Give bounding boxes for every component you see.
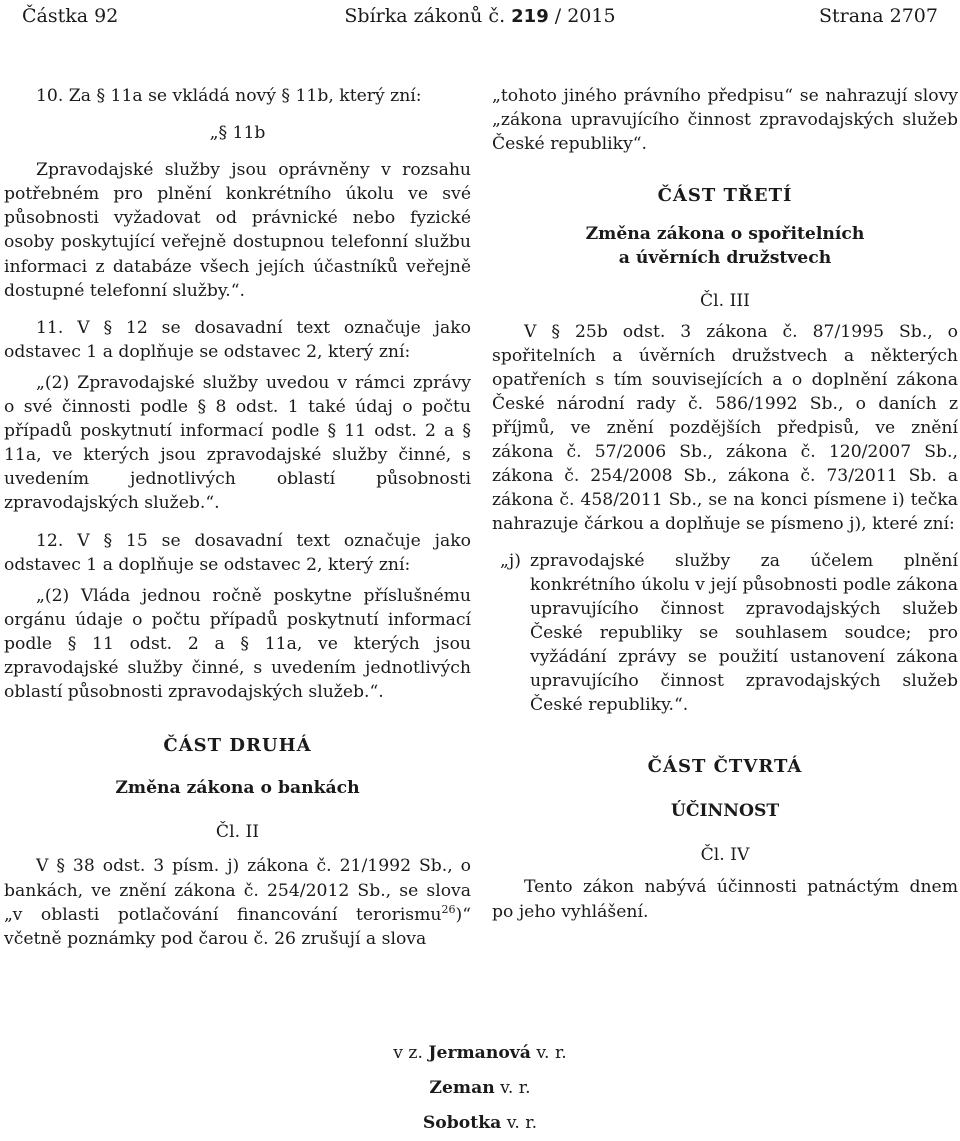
issue-number: Částka 92 [22,5,119,27]
signature-line [0,1106,960,1141]
point-10: 10. Za § 11a se vkládá nový § 11b, který zní: [36,86,422,106]
collection-title [22,2,938,31]
article-ii-heading: Čl. II [215,822,260,843]
page-header [22,2,938,30]
article-iii-heading: Čl. III [700,290,750,311]
part-two-title: Změna zákona o bankách [115,778,360,799]
signatures [0,1036,960,1141]
section-11b-heading: „§ 11b [209,123,266,144]
part-three-title-line2: a úvěrních družstvech [618,248,832,269]
signature-suffix: v. r. [501,1113,538,1133]
article-ii-text [4,854,471,950]
signature-name: Sobotka [422,1113,502,1133]
section-11b-text: Zpravodajské služby jsou oprávněny v rozsahu potřebném pro plnění konkrétního úkolu ve své působnosti vyžadovat od právnické nebo fyzické osoby poskytující veřejně dostupnou telefonní službu informaci z databáze všech jejích účastníků veřejně dostupné telefonní služby.“. [4,160,471,301]
signature-suffix: v. r. [494,1078,531,1098]
signature-name: Zeman [429,1078,495,1098]
left-column [4,84,471,951]
collection-prefix: Sbírka zákonů č. [344,5,512,27]
part-two-heading: ČÁST DRUHÁ [163,735,312,757]
signature-line [0,1036,960,1071]
collection-year: / 2015 [548,5,616,27]
page-number: Strana 2707 [818,5,938,27]
signature-line [0,1071,960,1106]
article-iv-text: Tento zákon nabývá účinnosti patnáctým dnem po jeho vyhlášení. [492,877,958,922]
point-12: 12. V § 15 se dosavadní text označuje jako odstavec 1 a doplňuje se odstavec 2, který zní: [4,530,471,575]
item-j-label: „j) [500,550,521,571]
law-number: 219 [511,6,549,27]
article-iv-heading: Čl. IV [700,845,750,866]
part-four-heading: ČÁST ČTVRTÁ [647,756,803,778]
article-ii-text-a: V § 38 odst. 3 písm. j) zákona č. 21/1992 Sb., o bankách, ve znění zákona č. 254/2012 Sb., se slova „v oblasti potlačování financování terorismu [4,856,471,925]
signature-prefix: v z. [393,1043,429,1063]
signature-suffix: v. r. [530,1043,567,1063]
part-three-title-line1: Změna zákona o spořitelních [585,224,865,245]
point-11: 11. V § 12 se dosavadní text označuje jako odstavec 1 a doplňuje se odstavec 2, který zní: [4,317,471,362]
item-j [492,549,958,718]
point-12-quote: „(2) Vláda jednou ročně poskytne příslušnému orgánu údaje o počtu případů poskytnutí informací podle § 11 odst. 2 a § 11a, ve kterých jsou zpravodajské služby činné, s uvedením jednotlivých oblastí působnosti zpravodajských služeb.“. [4,585,471,703]
signature-name: Jermanová [428,1043,531,1063]
right-column [492,84,958,924]
article-ii-text-b: )“ včetně poznámky pod čarou č. 26 zrušují a slova [4,904,471,949]
part-three-heading: ČÁST TŘETÍ [657,185,793,207]
continued-text: „tohoto jiného právního předpisu“ se nahrazují slovy „zákona upravujícího činnost zpravodajských služeb České republiky“. [492,86,958,155]
point-11-quote: „(2) Zpravodajské služby uvedou v rámci zprávy o své činnosti podle § 8 odst. 1 také údaj o počtu případů poskytnutí informací podle § 11 odst. 2 a § 11a, ve kterých jsou zpravodajské služby činné, s uvedením jednotlivých oblastí působnosti zpravodajských služeb.“. [4,372,471,514]
article-iii-text: V § 25b odst. 3 zákona č. 87/1995 Sb., o spořitelních a úvěrních družstvech a některých opatřeních s tím souvisejících a o doplnění zákona České národní rady č. 586/1992 Sb., o daních z příjmů, ve znění pozdějších předpisů, ve znění zákona č. 57/2006 Sb., zákona č. 120/2007 Sb., zákona č. 254/2008 Sb., zákona č. 73/2011 Sb. a zákona č. 458/2011 Sb., se na konci písmene i) tečka nahrazuje čárkou a doplňuje se písmeno j), které zní: [492,321,958,535]
item-j-text: zpravodajské služby za účelem plnění konkrétního úkolu v její působnosti podle zákona upravujícího činnost zpravodajských služeb České republiky se souhlasem soudce; pro vyžádání zprávy se použití ustanovení zákona upravujícího činnost zpravodajských služeb České republiky.“. [530,550,958,716]
part-four-title: ÚČINNOST [670,801,780,822]
footnote-ref: 26 [441,902,456,916]
